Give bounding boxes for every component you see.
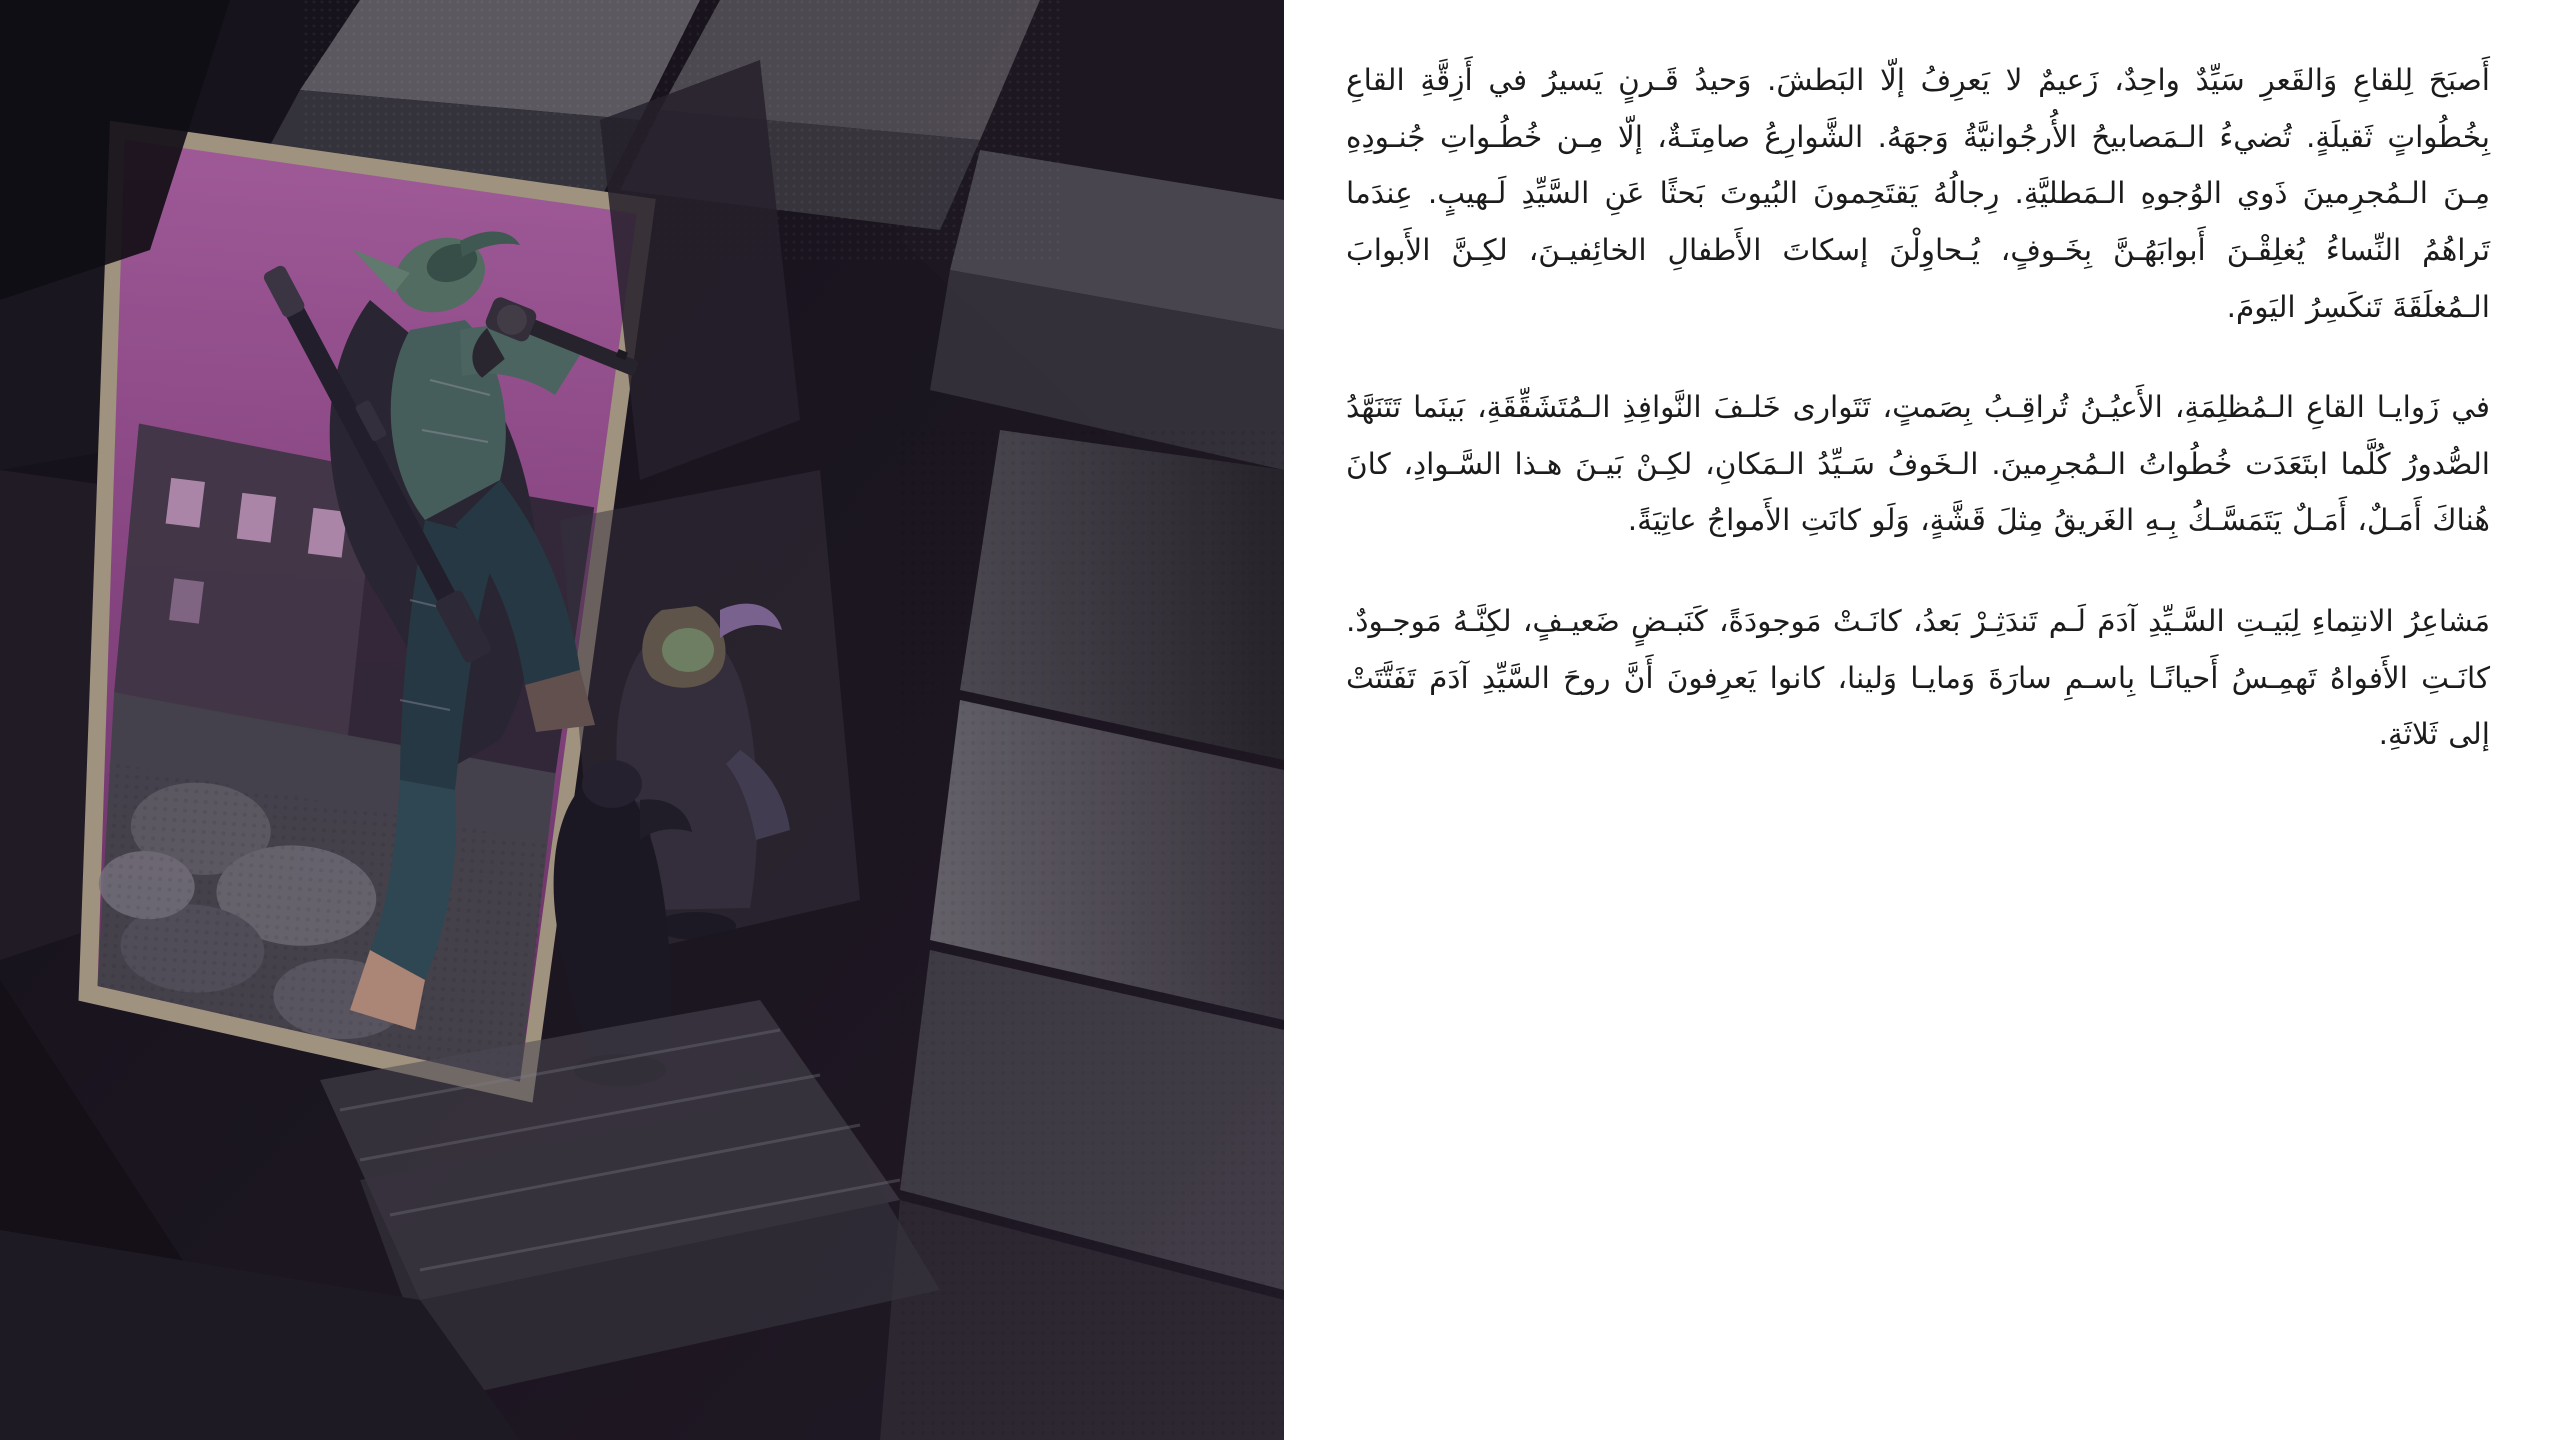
paragraph-3: مَشاعِرُ الانتِماءِ لِبَيـتِ السَّـيِّدِ آدَمَ لَـم تَندَثِـرْ بَعدُ، كانَـتْ مَوجودَةً، كَنَبـضٍ ضَعيـفٍ، لكِنَّـهُ مَوجـودٌ. كانَـتِ الأَفواهُ تَهمِـسُ أَحيانًـا بِاسـمِ سارَةَ وَمايـا وَلينا، كانوا يَعرِفونَ أَنَّ روحَ السَّيِّدِ آدَمَ تَفَتَّتَتْ إلى ثَلاثَةِ. bbox=[1346, 604, 2490, 752]
paragraph-1: أَصبَحَ لِلقاعِ وَالقَعرِ سَيِّدٌ واحِدٌ، زَعيمٌ لا يَعرِفُ إلّا البَطشَ. وَحيدُ قَـرنٍ يَسيرُ في أَزِقَّةِ القاعِ بِخُطُواتٍ ثَقيلَةٍ. تُضيءُ الـمَصابيحُ الأُرجُوانيَّةُ وَجهَهُ. الشَّوارِعُ صامِتَـةٌ، إلّا مِـن خُطُـواتِ جُنـودِهِ مِـنَ الـمُجرِمينَ ذَوي الوُجوهِ الـمَطليَّةِ. رِجالُهُ يَقتَحِمونَ البُيوتَ بَحثًا عَنِ السَّيِّدِ لَـهيبٍ. عِندَما تَراهُمُ النِّساءُ يُغلِقْـنَ أَبوابَهُـنَّ بِخَـوفٍ، يُـحاوِلْنَ إسكاتَ الأَطفالِ الخائِفيـنَ، لكِـنَّ الأَبوابَ الـمُغلَقَةَ تَنكَسِرُ اليَومَ. bbox=[1346, 63, 2490, 324]
paragraph-2: في زَوايـا القاعِ الـمُظلِمَةِ، الأَعيُـنُ تُراقِـبُ بِصَمتٍ، تَتَوارى خَلـفَ النَّوافِذِ الـمُتَشَقِّقَةِ، بَينَما تَتَنَهَّدُ الصُّدورُ كُلَّما ابتَعَدَت خُطُواتُ الـمُجرِمينَ. الـخَوفُ سَـيِّدُ الـمَكانِ، لكِـنْ بَيـنَ هـذا السَّـوادِ، كانَ هُناكَ أَمَـلٌ، أَمَـلٌ يَتَمَسَّـكُ بِـهِ الغَريقُ مِثلَ قَشَّةٍ، وَلَو كانَتِ الأَمواجُ عاتِيَةً. bbox=[1346, 390, 2490, 538]
story-text-panel bbox=[1284, 0, 2560, 1440]
